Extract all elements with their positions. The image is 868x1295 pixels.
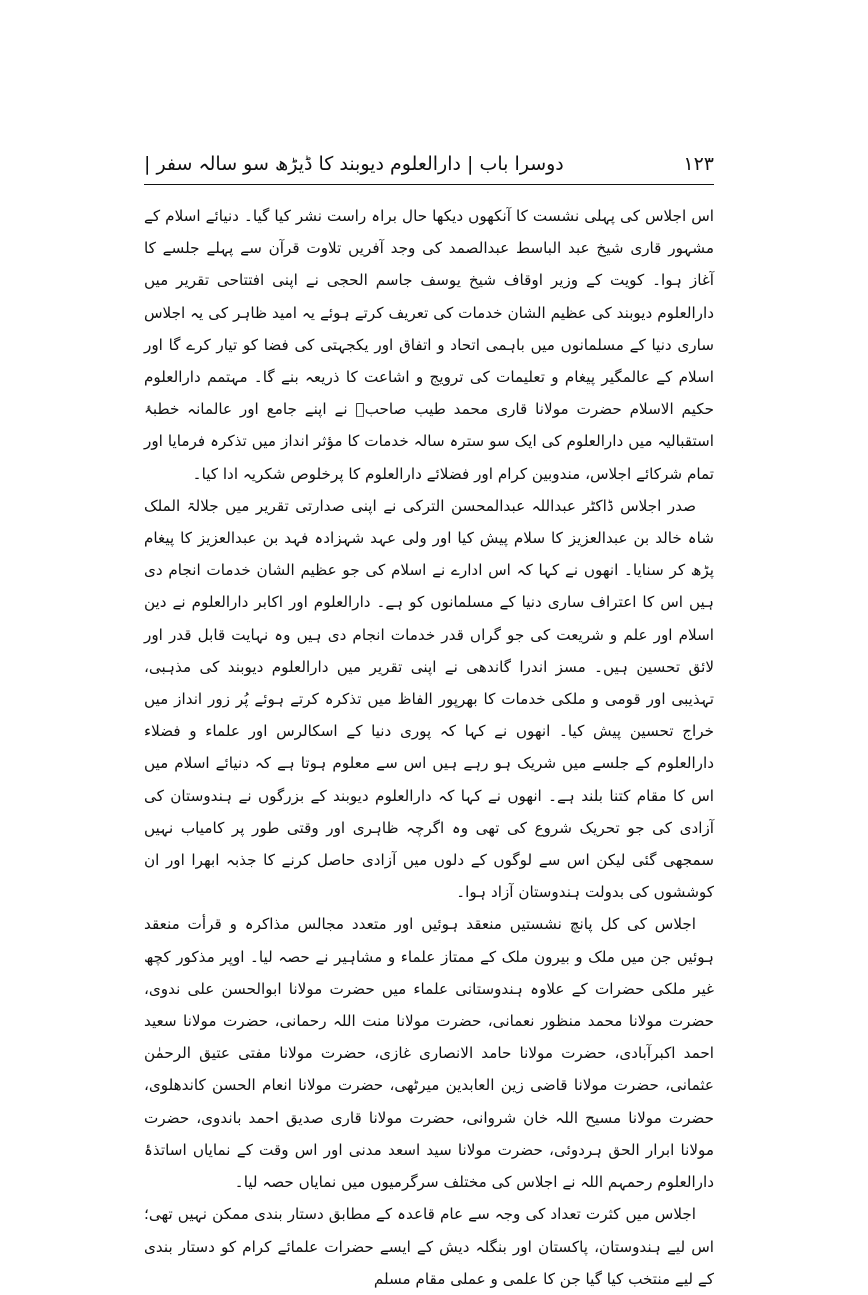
running-header — [144, 148, 714, 180]
running-title: دوسرا باب | دارالعلوم دیوبند کا ڈیڑھ سو سالہ سفر | — [144, 153, 564, 175]
paragraph: صدر اجلاس ڈاکٹر عبداللہ عبدالمحسن الترکی نے اپنی صدارتی تقریر میں جلالۃ الملک شاہ خالد بن عبدالعزیز کا سلام پیش کیا اور ولی عہد شہزادہ فہد بن عبدالعزیز کا پیغام پڑھ کر سنایا۔ انھوں نے کہا کہ اس ادارے نے اسلام کی جو عظیم الشان خدمات انجام دی ہیں اس کا اعتراف ساری دنیا کے مسلمانوں کو ہے۔ دارالعلوم اور اکابر دارالعلوم نے دین اسلام اور علم و شریعت کی جو گراں قدر خدمات انجام دی ہیں وہ نہایت قابل قدر اور لائق تحسین ہیں۔ مسز اندرا گاندھی نے اپنی تقریر میں دارالعلوم دیوبند کی مذہبی، تہذیبی اور قومی و ملکی خدمات کا بھرپور الفاظ میں تذکرہ کرتے ہوئے پُر زور انداز میں خراج تحسین پیش کیا۔ انھوں نے کہا کہ پوری دنیا کے اسکالرس اور علماء و فضلاء دارالعلوم کے جلسے میں شریک ہو رہے ہیں اس سے معلوم ہوتا ہے کہ دنیائے اسلام میں اس کا مقام کتنا بلند ہے۔ انھوں نے کہا کہ دارالعلوم دیوبند کے بزرگوں نے ہندوستان کی آزادی کی جو تحریک شروع کی تھی وہ اگرچہ ظاہری اور وقتی طور پر کامیاب نہیں سمجھی گئی لیکن اس سے لوگوں کے دلوں میں آزادی حاصل کرنے کا جذبہ ابھرا اور ان کوششوں کی بدولت ہندوستان آزاد ہوا۔ — [144, 496, 714, 902]
page-number: ۱۲۳ — [683, 153, 714, 175]
paragraph: اس اجلاس کی پہلی نشست کا آنکھوں دیکھا حال براہ راست نشر کیا گیا۔ دنیائے اسلام کے مشہور قاری شیخ عبد الباسط عبدالصمد کی وجد آفریں تلاوت قرآن سے پہلے جلسے کا آغاز ہوا۔ کویت کے وزیر اوقاف شیخ یوسف جاسم الحجی نے اپنی افتتاحی تقریر میں دارالعلوم دیوبند کی عظیم الشان خدمات کی تعریف کرتے ہوئے یہ امید ظاہر کی یہ اجلاس ساری دنیا کے مسلمانوں میں باہمی اتحاد و اتفاق اور یکجہتی کی فضا کو تیار کرے گا اور اسلام کے عالمگیر پیغام و تعلیمات کی ترویج و اشاعت کا ذریعہ بنے گا۔ مہتمم دارالعلوم حکیم الاسلام حضرت مولانا قاری محمد طیب صاحبؒ نے اپنے جامع اور عالمانہ خطبۂ استقبالیہ میں دارالعلوم کی ایک سو سترہ سالہ خدمات کا مؤثر انداز میں تذکرہ فرمایا اور تمام شرکائے اجلاس، مندوبین کرام اور فضلائے دارالعلوم کا پرخلوص شکریہ ادا کیا۔ — [144, 207, 714, 483]
body-text — [144, 200, 714, 1295]
paragraph: اجلاس میں کثرت تعداد کی وجہ سے عام قاعدہ کے مطابق دستار بندی ممکن نہیں تھی؛ اس لیے ہندوستان، پاکستان اور بنگلہ دیش کے ایسے حضرات علمائے کرام کو دستار بندی کے لیے منتخب کیا گیا جن کا علمی و عملی مقام مسلم — [144, 1205, 714, 1288]
paragraph: اجلاس کی کل پانچ نشستیں منعقد ہوئیں اور متعدد مجالس مذاکرہ و قرأت منعقد ہوئیں جن میں ملک و بیرون ملک کے ممتاز علماء و مشاہیر نے حصہ لیا۔ اوپر مذکور کچھ غیر ملکی حضرات کے علاوہ ہندوستانی علماء میں حضرت مولانا ابوالحسن علی ندوی، حضرت مولانا محمد منظور نعمانی، حضرت مولانا منت اللہ رحمانی، حضرت مولانا سعید احمد اکبرآبادی، حضرت مولانا حامد الانصاری غازی، حضرت مولانا مفتی عتیق الرحمٰن عثمانی، حضرت مولانا قاضی زین العابدین میرٹھی، حضرت مولانا انعام الحسن کاندھلوی، حضرت مولانا مسیح اللہ خان شروانی، حضرت مولانا قاری صدیق احمد باندوی، حضرت مولانا ابرار الحق ہردوئی، حضرت مولانا سید اسعد مدنی اور اس وقت کے نمایاں اساتذۂ دارالعلوم رحمہم اللہ نے اجلاس کی مختلف سرگرمیوں میں نمایاں حصہ لیا۔ — [144, 915, 714, 1192]
header-rule — [144, 184, 714, 185]
